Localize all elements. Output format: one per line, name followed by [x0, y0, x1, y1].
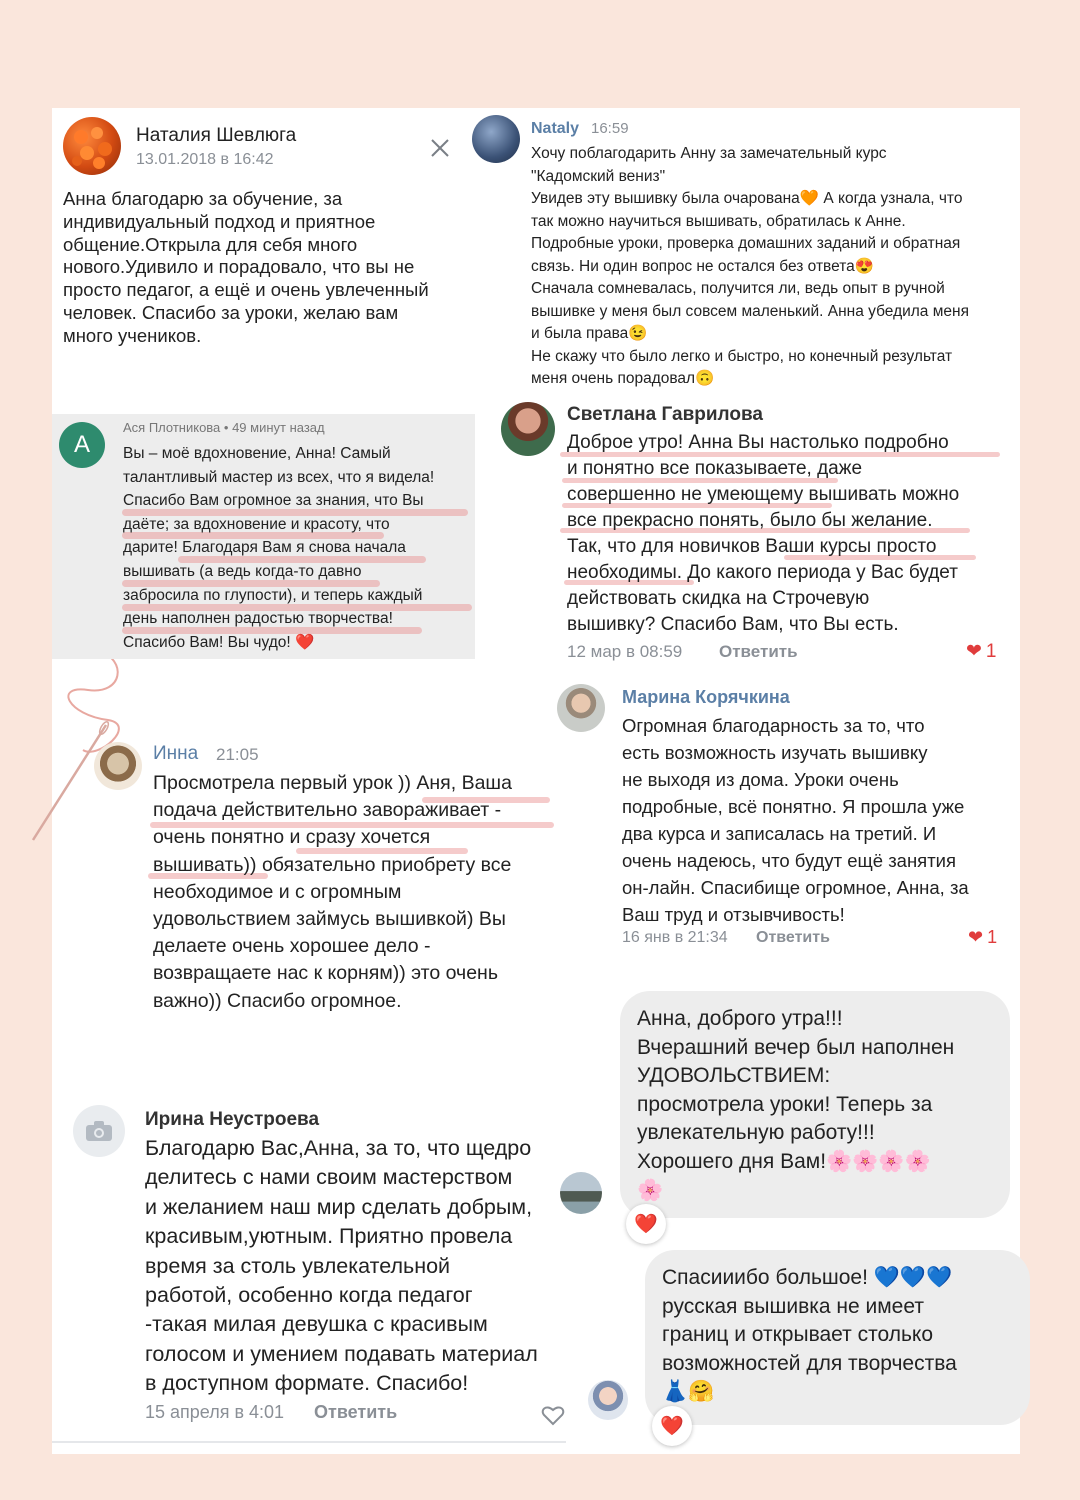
message-time: 16:59 [591, 120, 629, 137]
like-count: 1 [985, 641, 997, 662]
like-button[interactable] [968, 927, 997, 948]
post-date: 16 янв в 21:34 [622, 929, 728, 946]
user-avatar[interactable] [557, 684, 605, 732]
divider [52, 1441, 566, 1443]
author-name[interactable]: Инна [153, 743, 199, 764]
close-icon[interactable] [430, 138, 450, 158]
user-avatar[interactable]: А [59, 422, 105, 468]
review-text: Анна благодарю за обучение, за индивидуальный подход и приятное общение.Открыла для себя много нового.Удивило и порадовало, что вы не просто педагог, а ещё и очень увлеченный человек. Спасибо за уроки, желаю вам много учеников. [63, 188, 429, 346]
user-avatar[interactable] [94, 742, 142, 790]
user-avatar[interactable] [472, 115, 520, 163]
review-text: Вы – моё вдохновение, Анна! Самый талантливый мастер из всех, что я видела! Спасибо Вам огромное за знания, что Вы даёте; за вдохновение и красоту, что дарите! Благодаря Вам я снова начала вышивать (а ведь когда-то давно забросила по глупости), и теперь каждый день наполнен радостью творчества! Спасибо Вам! Вы чудо! ❤️ [123, 445, 435, 651]
review-text: Доброе утро! Анна Вы настолько подробно и понятно все показываете, даже совершенно не умеющему вышивать можно все прекрасно понять, было бы желание. Так, что для новичков Ваши курсы просто необходимы. До какого периода у Вас будет действовать скидка на Строчевую вышивку? Спасибо Вам, что Вы есть. [567, 432, 960, 635]
user-avatar[interactable] [588, 1380, 628, 1420]
author-name[interactable]: Ирина Неустроева [145, 1109, 320, 1130]
reply-link[interactable]: Ответить [719, 642, 798, 661]
message-time: 21:05 [216, 745, 259, 764]
message-text: Спасииибо большое! 💙💙💙 русская вышивка не имеет границ и открывает столько возможностей для творчества 👗🤗 [662, 1266, 957, 1404]
review-card-3 [52, 414, 475, 659]
like-heart-outline-icon[interactable] [541, 1404, 565, 1426]
camera-icon [85, 1120, 113, 1142]
message-text: Анна, доброго утра!!! Вчерашний вечер был наполнен УДОВОЛЬСТВИЕМ: просмотрела уроки! Теперь за увлекательную работу!!! Хорошего дня Вам!🌸🌸🌸🌸 🌸 [637, 1007, 955, 1202]
like-button[interactable] [966, 640, 997, 663]
author-name[interactable]: Наталия Шевлюга [136, 125, 297, 146]
author-name[interactable]: Светлана Гаврилова [567, 404, 763, 425]
berries-photo-icon [63, 117, 121, 175]
author-meta: Ася Плотникова • 49 минут назад [123, 420, 325, 435]
review-text: Хочу поблагодарить Анну за замечательный курс "Кадомский вениз" Увидев эту вышивку была очарована🧡 А когда узнала, что так можно научиться вышивать, обратилась к Анне. Подробные уроки, проверка домашних заданий и обратная связь. Ни один вопрос не остался без ответа😍 Сначала сомневалась, получится ли, ведь опыт в ручной вышивке у меня был совсем маленький. Анна убедила меня и была права😉 Не скажу что было легко и быстро, но конечный результат меня очень порадовал🙃 [531, 145, 969, 387]
reply-link[interactable]: Ответить [756, 929, 830, 946]
review-text: Просмотрела первый урок )) Аня, Ваша подача действительно завораживает - очень понятно и сразу хочется вышивать)) обязательно приобрету все необходимое и с огромным удовольствием займусь вышивкой) Вы делаете очень хорошее дело - возвращаете нас к корням)) это очень важно)) Спасибо огромное. [153, 772, 512, 1012]
user-avatar[interactable] [501, 402, 555, 456]
like-count: 1 [987, 927, 998, 947]
post-date: 13.01.2018 в 16:42 [136, 151, 274, 168]
post-date: 15 апреля в 4:01 [145, 1402, 285, 1422]
review-text: Благодарю Вас,Анна, за то, что щедро делитесь с нами своим мастерством и желанием наш мир сделать добрым, красивым,уютным. Приятно провела время за столь увлекательной работой, особенно когда педагог -такая милая девушка с красивым голосом и умением подавать материал в доступном формате. Спасибо! [145, 1136, 538, 1396]
reply-link[interactable]: Ответить [314, 1402, 398, 1422]
author-name[interactable]: Марина Корячкина [622, 687, 790, 707]
post-date: 12 мар в 08:59 [567, 642, 683, 661]
review-text: Огромная благодарность за то, что есть возможность изучать вышивку не выходя из дома. Уроки очень подробные, всё понятно. Я прошла уже два курса и записалась на третий. И очень надеюсь, что будут ещё занятия он-лайн. Спасибище огромное, Анна, за Ваш труд и отзывчивость! [622, 715, 969, 925]
user-avatar[interactable] [73, 1105, 125, 1157]
user-avatar[interactable] [63, 117, 121, 175]
heart-icon: ❤ [966, 641, 982, 662]
heart-reaction[interactable]: ❤️ [626, 1204, 666, 1244]
heart-reaction[interactable]: ❤️ [652, 1406, 692, 1446]
author-name[interactable]: Nataly [531, 120, 580, 137]
heart-icon: ❤ [968, 927, 984, 947]
